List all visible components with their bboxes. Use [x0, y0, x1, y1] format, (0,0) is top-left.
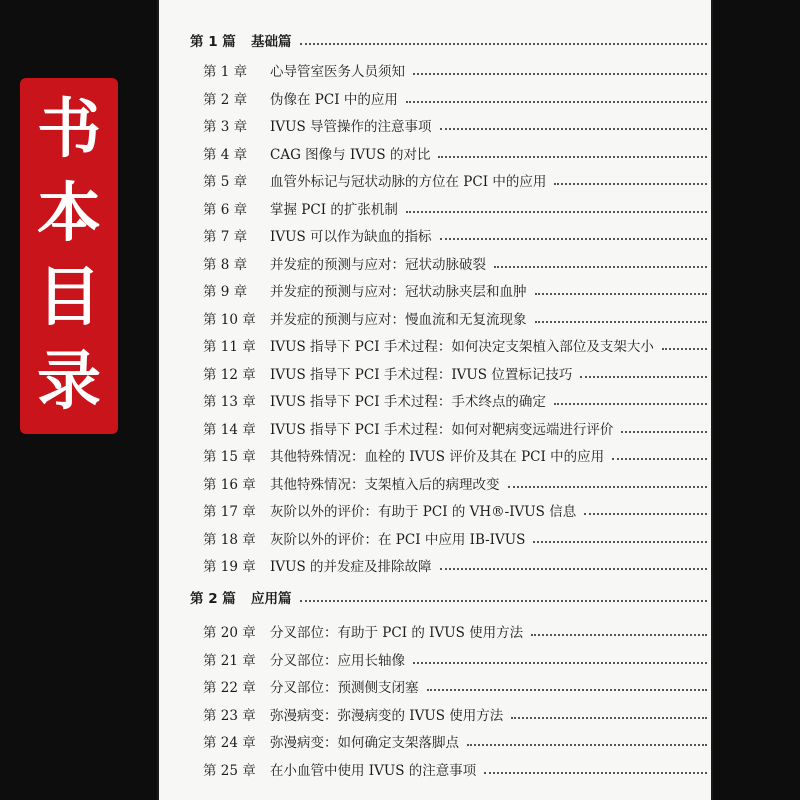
chapter-title: 分叉部位：预测侧支闭塞	[270, 680, 419, 696]
dot-leader	[511, 711, 707, 719]
dot-leader	[413, 67, 707, 75]
chapter-title: 灰阶以外的评价：在 PCI 中应用 IB-IVUS	[270, 531, 526, 548]
part-number: 第 1 篇	[190, 34, 236, 50]
dot-leader	[440, 562, 708, 570]
dot-leader	[438, 150, 707, 158]
chapter-number: 第 15 章	[203, 449, 256, 465]
chapter-number: 第 9 章	[203, 284, 248, 300]
chapter-number: 第 25 章	[203, 762, 256, 779]
dot-leader	[508, 480, 708, 488]
dot-leader	[300, 37, 708, 45]
chapter-number: 第 21 章	[203, 652, 256, 669]
chapter-title: IVUS 指导下 PCI 手术过程：手术终点的确定	[270, 394, 546, 410]
chapter-title: 并发症的预测与应对：慢血流和无复流现象	[270, 311, 527, 328]
toc-chapter-row	[159, 553, 711, 577]
toc-part-heading	[159, 585, 711, 609]
dot-leader	[554, 397, 707, 405]
part-number: 第 2 篇	[190, 591, 236, 607]
dot-leader	[440, 232, 708, 240]
toc-part-heading	[159, 28, 711, 52]
chapter-number: 第 7 章	[203, 229, 248, 245]
toc-chapter-row	[159, 58, 711, 82]
dot-leader	[531, 628, 707, 636]
chapter-number: 第 24 章	[203, 735, 256, 751]
badge-char: 目	[37, 261, 101, 335]
part-title: 基础篇	[251, 34, 292, 50]
chapter-number: 第 18 章	[203, 531, 256, 548]
dot-leader	[621, 425, 707, 433]
dot-leader	[427, 683, 708, 691]
dot-leader	[535, 315, 708, 323]
chapter-number: 第 1 章	[203, 64, 248, 80]
chapter-title: 弥漫病变：弥漫病变的 IVUS 使用方法	[270, 707, 504, 724]
chapter-number: 第 23 章	[203, 707, 256, 724]
dot-leader	[440, 122, 708, 130]
chapter-title: 心导管室医务人员须知	[270, 64, 405, 80]
chapter-title: IVUS 的并发症及排除故障	[270, 559, 432, 575]
chapter-title: 掌握 PCI 的扩张机制	[270, 201, 398, 218]
toc-chapter-row	[159, 141, 711, 165]
chapter-title: 弥漫病变：如何确定支架落脚点	[270, 735, 459, 751]
dot-leader	[484, 766, 707, 774]
toc-chapter-row	[159, 196, 711, 220]
chapter-title: 伪像在 PCI 中的应用	[270, 91, 398, 108]
badge-char: 录	[37, 345, 101, 419]
toc-chapter-row	[159, 416, 711, 440]
toc-chapter-row	[159, 223, 711, 247]
badge-char: 书	[37, 93, 101, 167]
toc-chapter-row	[159, 526, 711, 550]
chapter-number: 第 3 章	[203, 119, 248, 135]
chapter-title: IVUS 指导下 PCI 手术过程：IVUS 位置标记技巧	[270, 366, 573, 383]
chapter-title: 灰阶以外的评价：有助于 PCI 的 VH®-IVUS 信息	[270, 504, 577, 520]
toc-chapter-row	[159, 498, 711, 522]
toc-chapter-row	[159, 619, 711, 643]
toc-chapter-row	[159, 757, 711, 781]
chapter-title: 其他特殊情况：血栓的 IVUS 评价及其在 PCI 中的应用	[270, 449, 605, 465]
chapter-number: 第 22 章	[203, 680, 256, 696]
chapter-number: 第 6 章	[203, 201, 248, 218]
toc-chapter-row	[159, 443, 711, 467]
dot-leader	[494, 260, 707, 268]
chapter-number: 第 11 章	[203, 339, 256, 355]
toc-page	[157, 0, 713, 800]
chapter-title: IVUS 导管操作的注意事项	[270, 119, 432, 135]
chapter-number: 第 12 章	[203, 366, 256, 383]
badge-char: 本	[37, 177, 101, 251]
toc-chapter-row	[159, 647, 711, 671]
chapter-title: 分叉部位：有助于 PCI 的 IVUS 使用方法	[270, 625, 524, 641]
toc-chapter-row	[159, 168, 711, 192]
toc-chapter-row	[159, 674, 711, 698]
dot-leader	[406, 95, 707, 103]
toc-chapter-row	[159, 388, 711, 412]
toc-chapter-row	[159, 251, 711, 275]
dot-leader	[406, 205, 707, 213]
dot-leader	[535, 287, 708, 295]
toc-chapter-row	[159, 113, 711, 137]
dot-leader	[554, 177, 707, 185]
chapter-number: 第 14 章	[203, 421, 256, 438]
toc-chapter-row	[159, 278, 711, 302]
dot-leader	[467, 738, 707, 746]
chapter-number: 第 4 章	[203, 146, 248, 163]
chapter-title: 其他特殊情况：支架植入后的病理改变	[270, 476, 500, 493]
chapter-number: 第 10 章	[203, 311, 256, 328]
dot-leader	[533, 535, 707, 543]
dot-leader	[612, 452, 707, 460]
chapter-title: 并发症的预测与应对：冠状动脉夹层和血肿	[270, 284, 527, 300]
toc-chapter-row	[159, 729, 711, 753]
chapter-title: IVUS 可以作为缺血的指标	[270, 229, 432, 245]
chapter-title: CAG 图像与 IVUS 的对比	[270, 146, 431, 163]
chapter-number: 第 5 章	[203, 174, 248, 190]
chapter-title: 血管外标记与冠状动脉的方位在 PCI 中的应用	[270, 174, 547, 190]
chapter-title: 并发症的预测与应对：冠状动脉破裂	[270, 256, 486, 273]
dot-leader	[584, 507, 707, 515]
chapter-title: IVUS 指导下 PCI 手术过程：如何决定支架植入部位及支架大小	[270, 339, 654, 355]
chapter-title: 在小血管中使用 IVUS 的注意事项	[270, 762, 477, 779]
dot-leader	[580, 370, 707, 378]
chapter-title: 分叉部位：应用长轴像	[270, 652, 405, 669]
chapter-number: 第 20 章	[203, 625, 256, 641]
toc-chapter-row	[159, 361, 711, 385]
chapter-title: IVUS 指导下 PCI 手术过程：如何对靶病变远端进行评价	[270, 421, 614, 438]
chapter-number: 第 19 章	[203, 559, 256, 575]
toc-chapter-row	[159, 86, 711, 110]
chapter-number: 第 8 章	[203, 256, 248, 273]
chapter-number: 第 2 章	[203, 91, 248, 108]
toc-chapter-row	[159, 306, 711, 330]
toc-chapter-row	[159, 471, 711, 495]
book-contents-badge	[20, 78, 118, 434]
dot-leader	[300, 594, 708, 602]
toc-chapter-row	[159, 333, 711, 357]
chapter-number: 第 16 章	[203, 476, 256, 493]
dot-leader	[413, 656, 707, 664]
part-title: 应用篇	[251, 591, 292, 607]
toc-chapter-row	[159, 702, 711, 726]
chapter-number: 第 17 章	[203, 504, 256, 520]
chapter-number: 第 13 章	[203, 394, 256, 410]
dot-leader	[662, 342, 707, 350]
